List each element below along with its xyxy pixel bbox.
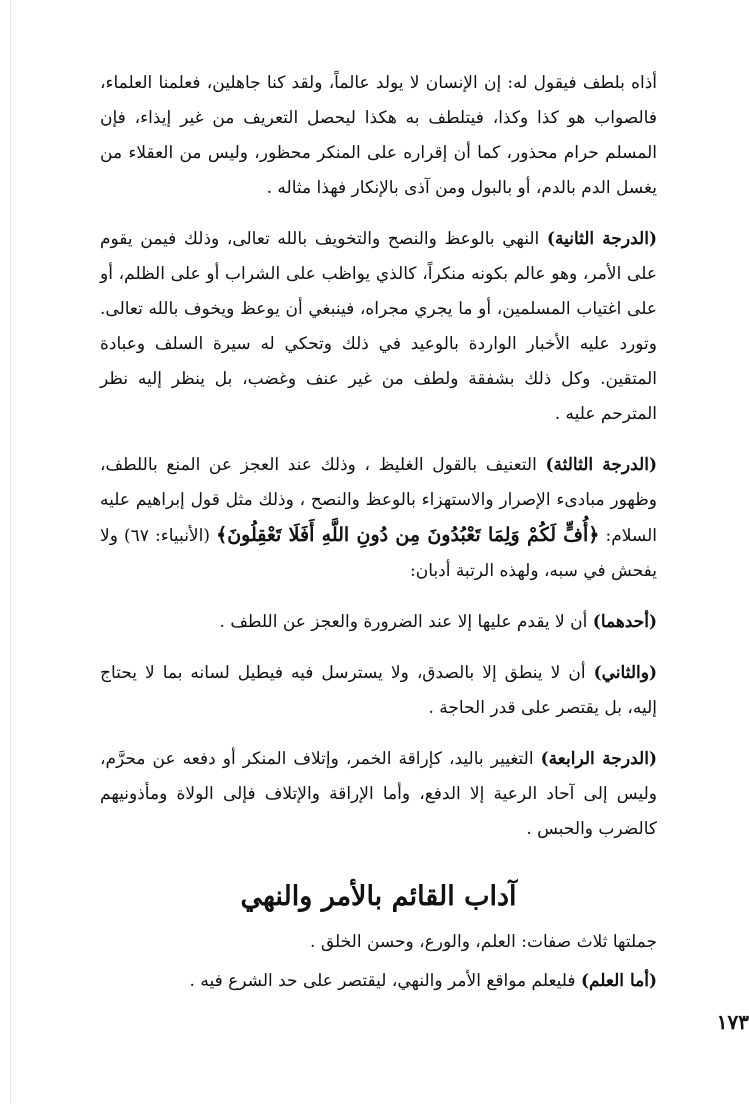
paragraph-third-degree: [100, 448, 657, 589]
section-heading: آداب القائم بالأمر والنهي: [240, 881, 517, 912]
quran-verse: ﴿أُفٍّ لَكُمْ وَلِمَا تَعْبُدُونَ مِن دُونِ اللَّهِ أَفَلَا تَعْقِلُونَ﴾: [216, 524, 600, 546]
paragraph-text: أن لا ينطق إلا بالصدق، ولا يسترسل فيه فيطيل لسانه بما لا يحتاج إليه، بل يقتصر على قدر الحاجة .: [100, 663, 657, 718]
paragraph-text: جملتها ثلاث صفات: العلم، والورع، وحسن الخلق .: [310, 932, 657, 952]
paragraph-summary: [100, 925, 657, 960]
degree-label: (الدرجة الثانية): [546, 229, 658, 249]
scan-edge-line: [10, 0, 11, 1104]
paragraph-text: (الأنبياء: ٦٧) ولا يفحش في سبه، ولهذه الرتبة أدبان:: [100, 526, 657, 581]
paragraph-text: فليعلم مواقع الأمر والنهي، ليقتصر على حد الشرع فيه .: [189, 971, 581, 991]
paragraph-fourth-degree: [100, 742, 657, 847]
paragraph-intro: [100, 66, 657, 206]
degree-label: (الدرجة الثالثة): [545, 455, 657, 475]
page-number: ١٧٣: [716, 1010, 749, 1034]
paragraph-text: أن لا يقدم عليها إلا عند الضرورة والعجز عن اللطف .: [219, 612, 593, 632]
paragraph-knowledge: [100, 964, 657, 999]
paragraph-second-degree: [100, 222, 657, 432]
etiquette-label: (والثاني): [593, 663, 657, 683]
paragraph-text: التعنيف بالقول الغليظ ، وذلك عند العجز عن المنع باللطف، وظهور مبادىء الإصرار والاستهزاء بالوعظ والنصح ، وذلك مثل قول إبراهيم عليه السلام:: [100, 455, 657, 546]
topic-label: (أما العلم): [580, 971, 657, 991]
paragraph-text: أذاه بلطف فيقول له: إن الإنسان لا يولد عالماً، ولقد كنا جاهلين، فعلمنا العلماء، فالصواب هو كذا وكذا، فيتلطف به هكذا ليحصل التعريف من غير إيذاء، فإن المسلم حرام محذور، كما أن إقراره على المنكر محظور، وليس من العقلاء من يغسل الدم بالدم، أو بالبول ومن آذى بالإنكار فهذا مثاله .: [100, 73, 657, 198]
etiquette-label: (أحدهما): [592, 612, 657, 632]
paragraph-text: التغيير باليد، كإراقة الخمر، وإتلاف المنكر أو دفعه عن محرَّم، وليس إلى آحاد الرعية إلا الدفع، وأما الإراقة والإتلاف فإلى الولاة ومأذونيهم كالضرب والحبس .: [100, 749, 657, 839]
paragraph-second-etiquette: [100, 656, 657, 726]
degree-label: (الدرجة الرابعة): [540, 749, 658, 769]
paragraph-first-etiquette: [100, 605, 657, 640]
paragraph-text: النهي بالوعظ والنصح والتخويف بالله تعالى، وذلك فيمن يقوم على الأمر، وهو عالم بكونه منكراً، كالذي يواظب على الشراب أو على الظلم، أو على اغتياب المسلمين، أو ما يجري مجراه، فينبغي أن يوعظ ويخوف بالله تعالى. وتورد عليه الأخبار الواردة بالوعيد في ذلك وتحكي له سيرة السلف وعبادة المتقين. وكل ذلك بشفقة ولطف من غير عنف وغضب، بل ينظر إليه نظر المترحم عليه .: [100, 229, 657, 424]
